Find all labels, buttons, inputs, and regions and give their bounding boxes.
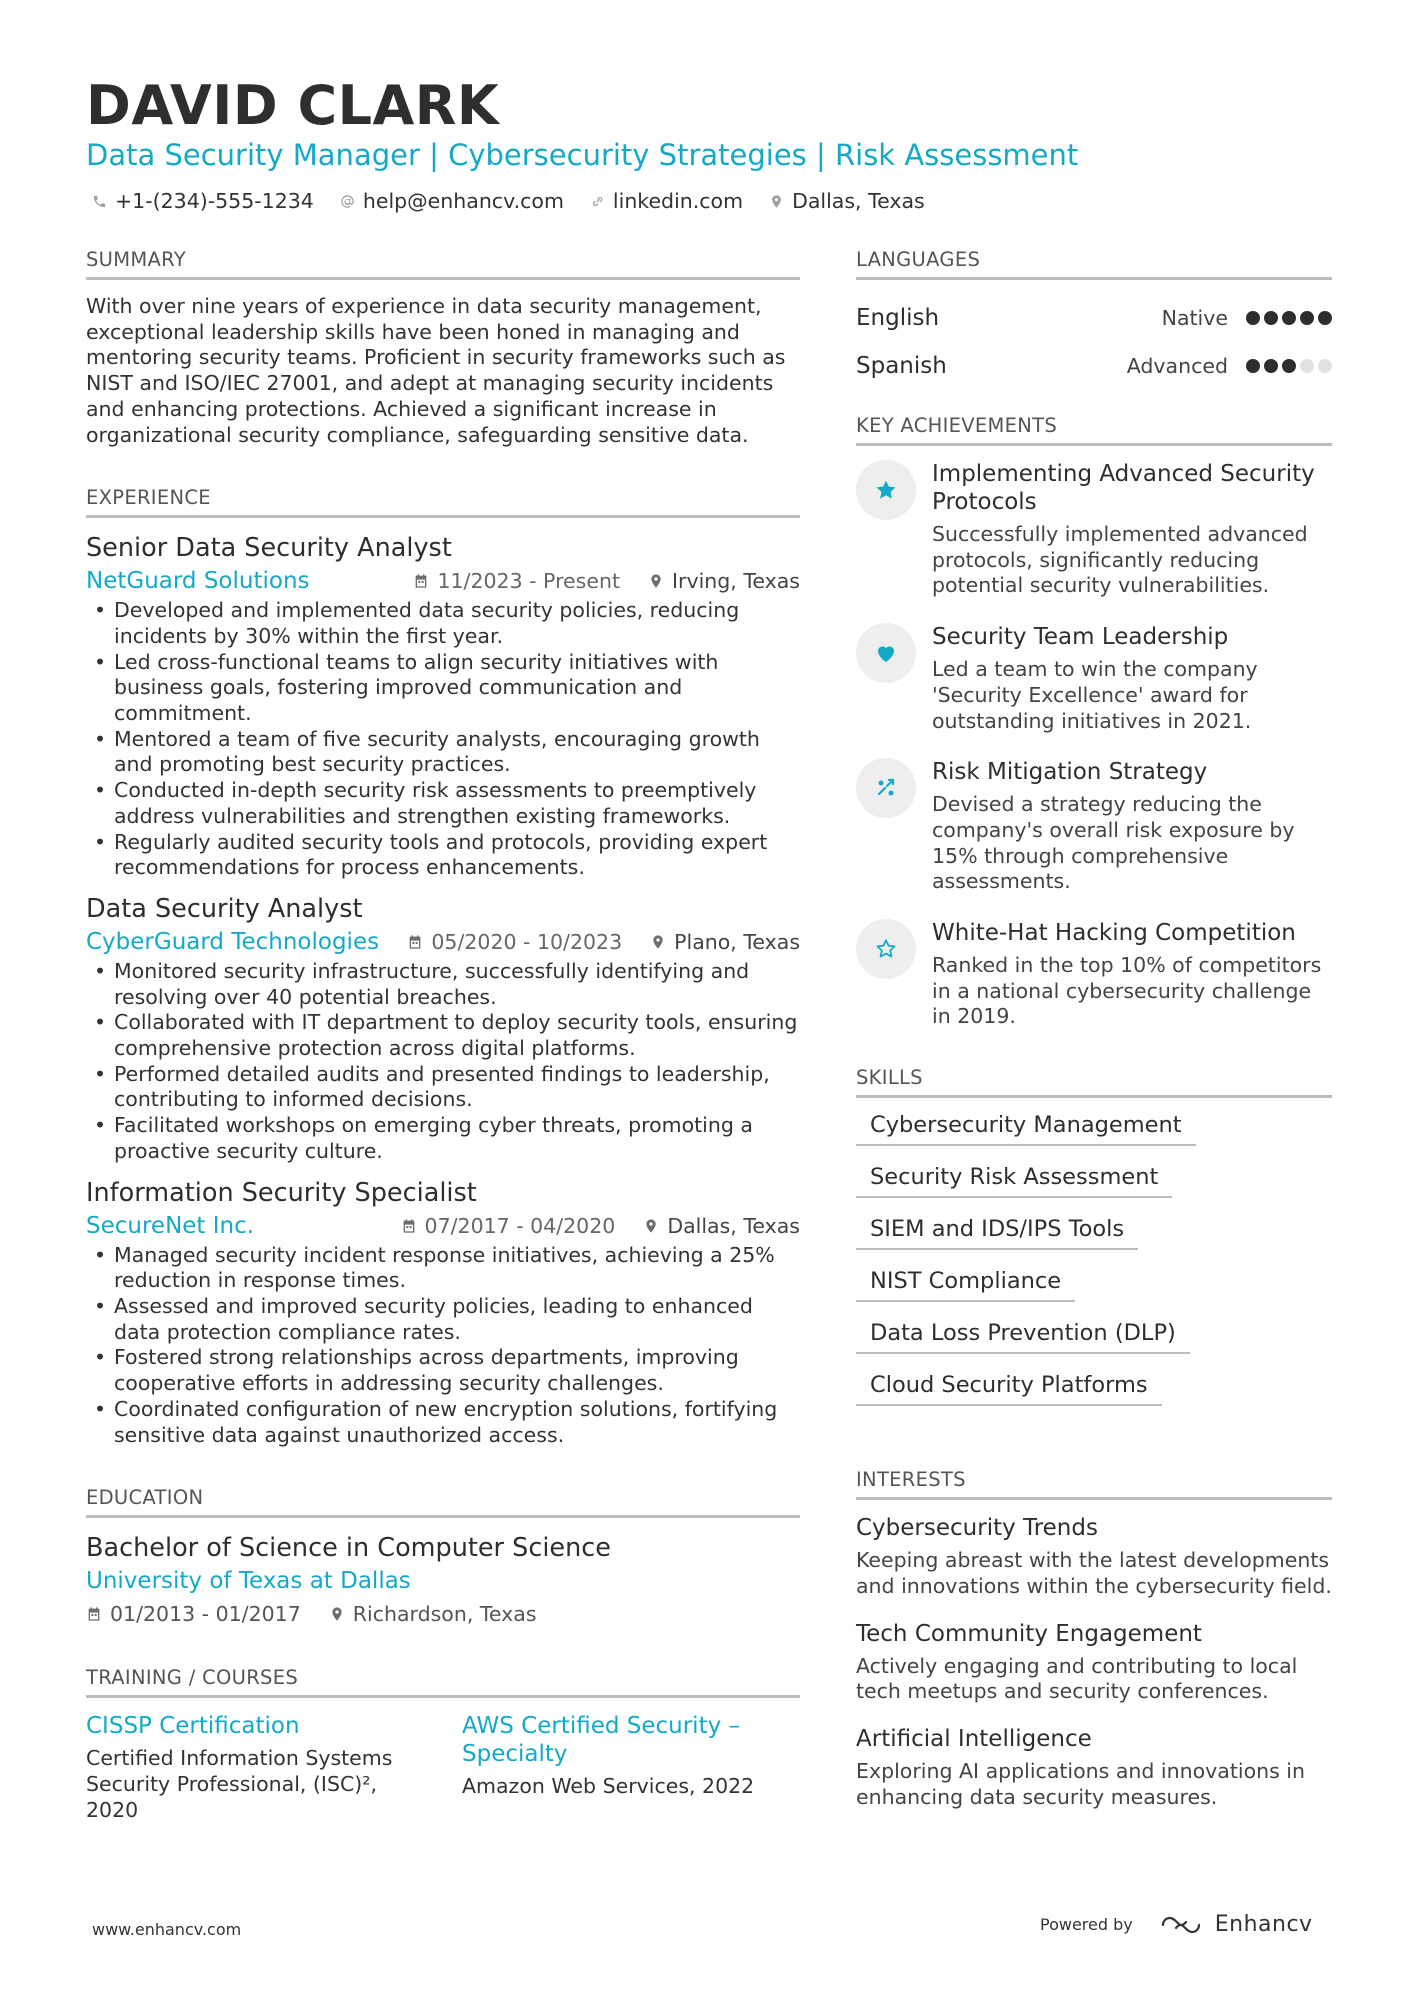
location-pin-icon bbox=[650, 934, 666, 950]
course-item bbox=[86, 1712, 416, 1823]
proficiency-dot-filled bbox=[1264, 311, 1278, 325]
courses-list bbox=[86, 1712, 800, 1823]
heart-icon bbox=[856, 623, 916, 683]
job-bullet: • Monitored security infrastructure, successfully identifying and resolving over 40 potential breaches. bbox=[92, 959, 800, 1010]
proficiency-dot-empty bbox=[1300, 359, 1314, 373]
job-dates bbox=[401, 1214, 616, 1238]
education-meta bbox=[86, 1602, 800, 1626]
job-bullet: • Assessed and improved security policies, leading to enhanced data protection compliance rates. bbox=[92, 1294, 800, 1345]
job-bullet: • Developed and implemented data security policies, reducing incidents by 30% within the first year. bbox=[92, 598, 800, 649]
job-details bbox=[401, 1214, 800, 1238]
achievement-item bbox=[856, 623, 1332, 734]
interest-item bbox=[856, 1620, 1332, 1705]
interest-title: Cybersecurity Trends bbox=[856, 1515, 1098, 1542]
enhancv-logo-icon bbox=[1159, 1913, 1203, 1937]
achievements-list bbox=[856, 460, 1332, 1030]
interest-desc: Keeping abreast with the latest developments and innovations within the cybersecurity field. bbox=[856, 1548, 1332, 1598]
education-dates-text: 01/2013 - 01/2017 bbox=[110, 1602, 301, 1627]
brand-name: Enhancv bbox=[1214, 1912, 1313, 1937]
achievement-title: Implementing Advanced Security Protocols bbox=[932, 461, 1315, 515]
language-proficiency bbox=[1162, 306, 1332, 330]
location-pin-icon bbox=[769, 194, 784, 209]
link-icon bbox=[590, 194, 605, 209]
job-location bbox=[650, 930, 800, 954]
achievement-desc: Successfully implemented advanced protocols, significantly reducing potential security vulnerabilities. bbox=[932, 522, 1308, 598]
job-title: Information Security Specialist bbox=[86, 1177, 477, 1208]
language-item bbox=[856, 342, 1332, 390]
job-bullet: • Led cross-functional teams to align security initiatives with business goals, fostering improved communication and commitment. bbox=[92, 650, 800, 727]
footer-website[interactable]: www.enhancv.com bbox=[92, 1920, 242, 1939]
school-name: University of Texas at Dallas bbox=[86, 1568, 411, 1595]
contact-linkedin[interactable] bbox=[590, 189, 743, 213]
company-name: CyberGuard Technologies bbox=[86, 928, 380, 955]
job-entry bbox=[86, 893, 800, 1165]
calendar-icon bbox=[86, 1606, 102, 1622]
skill-tag: Cybersecurity Management bbox=[856, 1112, 1196, 1146]
candidate-headline: Data Security Manager | Cybersecurity Strategies | Risk Assessment bbox=[86, 138, 1079, 172]
job-bullet: • Regularly audited security tools and protocols, providing expert recommendations for process enhancements. bbox=[92, 830, 800, 881]
skills-list bbox=[856, 1112, 1332, 1424]
achievement-item bbox=[856, 758, 1332, 895]
job-details bbox=[413, 569, 800, 593]
languages-heading: LANGUAGES bbox=[856, 248, 1332, 280]
strategy-icon bbox=[856, 758, 916, 818]
phone-icon bbox=[92, 194, 107, 209]
interests-list bbox=[856, 1514, 1332, 1810]
achievement-title: White-Hat Hacking Competition bbox=[932, 920, 1296, 947]
proficiency-dot-filled bbox=[1246, 359, 1260, 373]
degree-title: Bachelor of Science in Computer Science bbox=[86, 1533, 611, 1564]
email-text: help@enhancv.com bbox=[362, 189, 564, 213]
job-details bbox=[407, 930, 800, 954]
experience-heading: EXPERIENCE bbox=[86, 486, 800, 518]
education-entry bbox=[86, 1532, 800, 1626]
calendar-icon bbox=[407, 934, 423, 950]
job-bullet: • Coordinated configuration of new encryption solutions, fortifying sensitive data against unauthorized access. bbox=[92, 1397, 800, 1448]
achievement-desc: Devised a strategy reducing the company's overall risk exposure by 15% through comprehensive assessments. bbox=[932, 792, 1295, 894]
education-heading: EDUCATION bbox=[86, 1486, 800, 1518]
enhancv-logo[interactable] bbox=[1159, 1912, 1313, 1937]
location-pin-icon bbox=[643, 1218, 659, 1234]
job-location-text: Plano, Texas bbox=[674, 929, 800, 954]
proficiency-dot-filled bbox=[1246, 311, 1260, 325]
job-entry bbox=[86, 532, 800, 881]
job-dates bbox=[407, 930, 622, 954]
contact-bar bbox=[92, 189, 925, 213]
location-pin-icon bbox=[648, 573, 664, 589]
job-bullets bbox=[92, 1243, 800, 1449]
training-heading: TRAINING / COURSES bbox=[86, 1666, 800, 1698]
skills-heading: SKILLS bbox=[856, 1066, 1332, 1098]
course-item bbox=[462, 1712, 792, 1823]
company-name: SecureNet Inc. bbox=[86, 1212, 255, 1239]
interest-item bbox=[856, 1514, 1332, 1599]
proficiency-dot-filled bbox=[1318, 311, 1332, 325]
job-location-text: Dallas, Texas bbox=[667, 1213, 800, 1238]
job-bullet: • Managed security incident response initiatives, achieving a 25% reduction in response times. bbox=[92, 1243, 800, 1294]
contact-email[interactable] bbox=[340, 189, 564, 213]
achievement-title: Risk Mitigation Strategy bbox=[932, 759, 1208, 786]
education-dates bbox=[86, 1602, 301, 1626]
education-location-text: Richardson, Texas bbox=[352, 1602, 537, 1627]
job-bullet: • Fostered strong relationships across departments, improving cooperative efforts in addressing security challenges. bbox=[92, 1345, 800, 1396]
location-pin-icon bbox=[329, 1606, 345, 1622]
job-bullet: • Conducted in-depth security risk assessments to preemptively address vulnerabilities and strengthen existing frameworks. bbox=[92, 778, 800, 829]
achievement-body bbox=[932, 919, 1332, 1030]
language-level: Native bbox=[1161, 306, 1228, 330]
skill-tag: SIEM and IDS/IPS Tools bbox=[856, 1216, 1138, 1250]
star-icon bbox=[856, 460, 916, 520]
location-text: Dallas, Texas bbox=[792, 189, 925, 213]
achievements-heading: KEY ACHIEVEMENTS bbox=[856, 414, 1332, 446]
candidate-name: DAVID CLARK bbox=[86, 74, 500, 137]
job-location-text: Irving, Texas bbox=[671, 569, 800, 594]
job-meta bbox=[86, 929, 800, 955]
job-dates-text: 05/2020 - 10/2023 bbox=[431, 929, 623, 954]
interest-title: Artificial Intelligence bbox=[856, 1725, 1092, 1752]
proficiency-dot-filled bbox=[1282, 359, 1296, 373]
language-name: English bbox=[856, 305, 940, 331]
summary-text: With over nine years of experience in data security management, exceptional leadership skills have been honed in managing and mentoring security teams. Proficient in security frameworks such as NIST and ISO/IEC 27001, and adept at managing security incidents and enhancing protections. Achieved a significant increase in organizational security compliance, safeguarding sensitive data. bbox=[86, 294, 786, 447]
job-meta bbox=[86, 568, 800, 594]
job-bullet: • Collaborated with IT department to deploy security tools, ensuring comprehensive protection across digital platforms. bbox=[92, 1010, 800, 1061]
language-level: Advanced bbox=[1126, 354, 1228, 378]
achievement-title: Security Team Leadership bbox=[932, 624, 1229, 651]
course-desc: Certified Information Systems Security Professional, (ISC)², 2020 bbox=[86, 1746, 393, 1822]
job-dates-text: 07/2017 - 04/2020 bbox=[424, 1213, 616, 1238]
job-title: Data Security Analyst bbox=[86, 893, 363, 924]
job-bullet: • Performed detailed audits and presented findings to leadership, contributing to informed decisions. bbox=[92, 1062, 800, 1113]
achievement-item bbox=[856, 919, 1332, 1030]
skill-tag: NIST Compliance bbox=[856, 1268, 1075, 1302]
skill-tag: Data Loss Prevention (DLP) bbox=[856, 1320, 1190, 1354]
summary-heading: SUMMARY bbox=[86, 248, 800, 280]
language-item bbox=[856, 294, 1332, 342]
skill-tag: Cloud Security Platforms bbox=[856, 1372, 1162, 1406]
achievement-body bbox=[932, 460, 1332, 599]
course-title: CISSP Certification bbox=[86, 1713, 300, 1740]
achievement-item bbox=[856, 460, 1332, 599]
achievement-desc: Led a team to win the company 'Security Excellence' award for outstanding initiatives in 2021. bbox=[932, 657, 1258, 733]
footer-branding bbox=[1040, 1912, 1313, 1937]
languages-list bbox=[856, 294, 1332, 390]
contact-phone[interactable] bbox=[92, 189, 314, 213]
job-location bbox=[648, 569, 800, 593]
job-entry bbox=[86, 1177, 800, 1449]
job-bullet: • Mentored a team of five security analysts, encouraging growth and promoting best security practices. bbox=[92, 727, 800, 778]
job-dates-text: 11/2023 - Present bbox=[437, 569, 620, 594]
proficiency-dot-empty bbox=[1318, 359, 1332, 373]
calendar-icon bbox=[401, 1218, 417, 1234]
proficiency-dot-filled bbox=[1300, 311, 1314, 325]
language-name: Spanish bbox=[856, 353, 947, 379]
company-name: NetGuard Solutions bbox=[86, 568, 310, 595]
interests-heading: INTERESTS bbox=[856, 1468, 1332, 1500]
right-column bbox=[856, 248, 1332, 1830]
contact-location bbox=[769, 189, 925, 213]
proficiency-dots bbox=[1246, 311, 1332, 325]
proficiency-dot-filled bbox=[1264, 359, 1278, 373]
course-desc: Amazon Web Services, 2022 bbox=[462, 1774, 755, 1799]
job-bullets bbox=[92, 598, 800, 881]
job-bullets bbox=[92, 959, 800, 1165]
interest-item bbox=[856, 1725, 1332, 1810]
proficiency-dot-filled bbox=[1282, 311, 1296, 325]
at-icon bbox=[340, 194, 355, 209]
achievement-desc: Ranked in the top 10% of competitors in a national cybersecurity challenge in 2019. bbox=[932, 953, 1322, 1029]
job-meta bbox=[86, 1213, 800, 1239]
job-dates bbox=[413, 569, 620, 593]
interest-title: Tech Community Engagement bbox=[856, 1620, 1202, 1647]
powered-by-text: Powered by bbox=[1040, 1915, 1133, 1934]
course-title: AWS Certified Security – Specialty bbox=[462, 1713, 741, 1768]
proficiency-dots bbox=[1246, 359, 1332, 373]
skill-tag: Security Risk Assessment bbox=[856, 1164, 1172, 1198]
job-title: Senior Data Security Analyst bbox=[86, 533, 452, 564]
achievement-body bbox=[932, 758, 1332, 895]
achievement-body bbox=[932, 623, 1332, 734]
star-outline-icon bbox=[856, 919, 916, 979]
language-proficiency bbox=[1127, 354, 1332, 378]
interest-desc: Actively engaging and contributing to local tech meetups and security conferences. bbox=[856, 1653, 1298, 1704]
education-location bbox=[329, 1602, 537, 1626]
job-bullet: • Facilitated workshops on emerging cyber threats, promoting a proactive security culture. bbox=[92, 1113, 800, 1164]
interest-desc: Exploring AI applications and innovations in enhancing data security measures. bbox=[856, 1758, 1305, 1809]
left-column bbox=[86, 248, 800, 1823]
calendar-icon bbox=[413, 573, 429, 589]
phone-text: +1-(234)-555-1234 bbox=[115, 189, 314, 213]
linkedin-text: linkedin.com bbox=[612, 189, 744, 213]
job-location bbox=[643, 1214, 800, 1238]
